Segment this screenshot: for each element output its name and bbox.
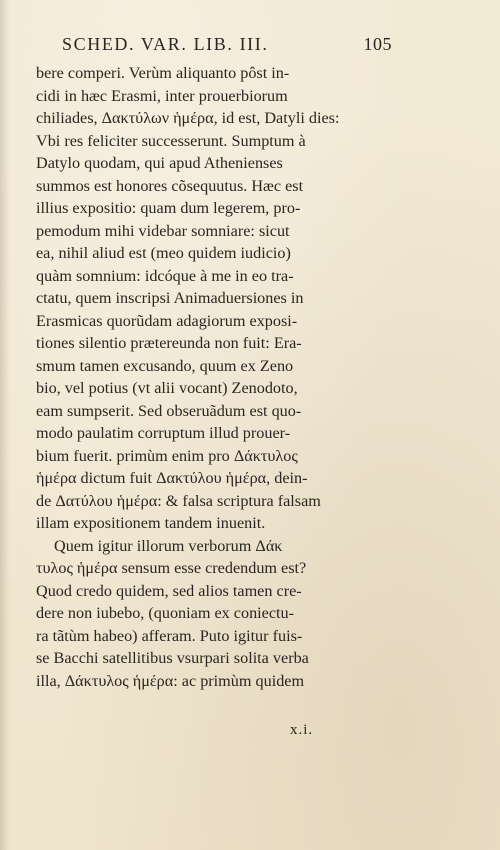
text-line: bere comperi. Verùm aliquanto pôst in- xyxy=(36,64,290,82)
running-title: SCHED. VAR. LIB. III. xyxy=(62,34,269,54)
text-line: illam expositionem tandem inuenit. xyxy=(36,514,266,532)
text-line: ra tãtùm habeo) afferam. Puto igitur fuis- xyxy=(36,626,303,645)
text-line: summos est honores cõsequutus. Hæc est xyxy=(36,176,304,195)
text-line: illa, Δάκτυλος ἡμέρα: ac primùm quidem xyxy=(36,671,305,690)
text-line: de Δατύλου ἡμέρα: & falsa scriptura falsam xyxy=(36,491,321,510)
spine-shadow xyxy=(0,0,10,850)
text-line: eam sumpserit. Sed obseruãdum est quo- xyxy=(36,401,302,420)
text-line: quàm somnium: idcóque à me in eo tra- xyxy=(36,266,294,285)
text-line: τυλος ἡμέρα sensum esse credendum est? xyxy=(36,559,307,577)
text-line: cidi in hæc Erasmi, inter prouerbiorum xyxy=(36,86,288,105)
text-line: Vbi res feliciter successerunt. Sumptum à xyxy=(36,131,306,150)
text-line: Erasmicas quorũdam adagiorum exposi- xyxy=(36,311,298,330)
text-line: bium fuerit. primùm enim pro Δάκτυλος xyxy=(36,446,298,465)
catchword-signature: x.i. xyxy=(290,722,314,738)
text-line: Quod credo quidem, sed alios tamen cre- xyxy=(36,581,302,600)
text-line: ἡμέρα dictum fuit Δακτύλου ἡμέρα, dein- xyxy=(36,469,308,487)
body-text xyxy=(36,62,376,692)
text-line: chiliades, Δακτύλων ἡμέρα, id est, Datyli dies: xyxy=(36,109,340,127)
text-line: smum tamen excusando, quum ex Zeno xyxy=(36,356,294,375)
text-line-paragraph-start: Quem igitur illorum verborum Δάκ xyxy=(54,536,283,555)
text-line: ctatu, quem inscripsi Animaduersiones in xyxy=(36,289,304,307)
text-line: ea, nihil aliud est (meo quidem iudicio) xyxy=(36,244,291,262)
text-line: tiones silentio prætereunda non fuit: Era- xyxy=(36,334,302,352)
page-number: 105 xyxy=(363,34,392,54)
text-line: dere non iubebo, (quoniam ex coniectu- xyxy=(36,604,295,622)
text-line: bio, vel potius (vt alii vocant) Zenodoto, xyxy=(36,379,298,397)
text-line: illius expositio: quam dum legerem, pro- xyxy=(36,199,301,217)
page-header xyxy=(62,34,392,60)
text-line: modo paulatim corruptum illud prouer- xyxy=(36,424,291,442)
text-line: se Bacchi satellitibus vsurpari solita verba xyxy=(36,649,309,667)
text-line: pemodum mihi videbar somniare: sicut xyxy=(36,221,290,240)
text-line: Datylo quodam, qui apud Athenienses xyxy=(36,154,283,172)
